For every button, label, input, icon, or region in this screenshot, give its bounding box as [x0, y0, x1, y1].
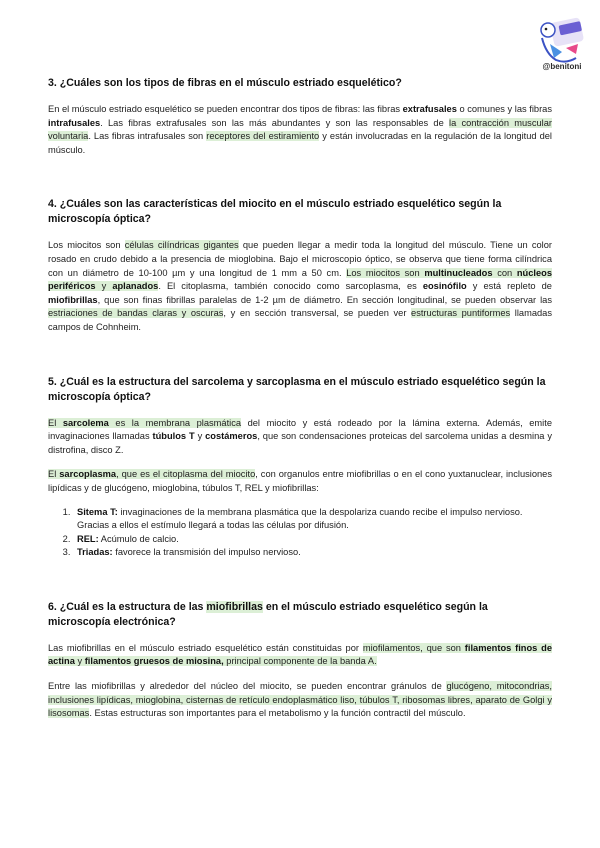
list-item-label: Triadas: [77, 547, 113, 558]
text: , que son condensaciones proteicas del sarcolema unidas a desmina y distrofina, disco Z. [48, 431, 552, 455]
list-item-text: favorece la transmisión del impulso nervioso. [112, 547, 301, 558]
section-5-paragraph-1 [48, 417, 552, 458]
text: Las miofibrillas en el músculo estriado esquelético están constituidas por [48, 642, 363, 653]
text: y están involucradas en la regulación de la longitud del músculo. [48, 131, 552, 155]
text: que pueden llegar a medir toda la longitud del músculo. Tiene un color rosado en crudo debido a la presencia de mioglobina. Bajo el microscopio óptico, se observa que tiene forma cilíndrica con un diámetro de 10-100 µm y una longitud de 1 mm a 50 cm. [48, 240, 552, 278]
text: en el músculo estriado esquelético según la microscopía electrónica? [48, 600, 488, 628]
section-6-paragraph-1 [48, 642, 552, 669]
bold-term: costámeros [205, 431, 258, 442]
text: , con organulos entre miofibrillas o en el cono yuxtanuclear, inclusiones lipídicas y de glucógeno, mioglobina, túbulos T, REL y miofibrillas: [48, 469, 552, 493]
bold-term: filamentos gruesos de miosina, [84, 656, 224, 667]
highlight: receptores del estiramiento [206, 131, 320, 142]
text: llamadas campos de Cohnheim. [48, 308, 552, 332]
highlight: la contracción muscular voluntaria [48, 117, 552, 142]
text: y [194, 431, 206, 442]
section-6-paragraph-2 [48, 680, 552, 721]
list-item-text: Acúmulo de calcio. [98, 533, 179, 544]
list-item [73, 506, 552, 533]
bold-term: túbulos T [152, 431, 195, 442]
text: , que es el citoplasma del miocito [116, 469, 256, 480]
bold-term: eosinófilo [422, 281, 467, 292]
bold-term: multinucleados [424, 267, 493, 278]
text: . Las fibras intrafusales son [88, 131, 207, 142]
text: , que son finas fibrillas paralelas de 1-2 µm de diámetro. En sección longitudinal, se pueden observar las [97, 294, 552, 305]
highlight: glucógeno, mitocondrias, inclusiones lipídicas, mioglobina, cisternas de retículo endoplasmático liso, túbulos T, ribosomas libres, aparato de Golgi y lisosomas [48, 681, 552, 719]
text: y está repleto de [466, 281, 552, 292]
text: . Estas estructuras son importantes para el metabolismo y la función contractil del músculo. [89, 708, 466, 719]
text: o comunes y las fibras [456, 104, 552, 114]
bold-term: núcleos periféricos [48, 267, 553, 292]
section-5-title: 5. ¿Cuál es la estructura del sarcolema y sarcoplasma en el músculo estriado esquelético según la microscopía óptica? [48, 375, 546, 403]
list-item-label: REL: [77, 533, 99, 544]
content [48, 76, 552, 721]
bold-term: filamentos finos de actina [48, 642, 553, 667]
list-item-label: Sitema T: [77, 506, 118, 517]
section-3-title: 3. ¿Cuáles son los tipos de fibras en el músculo estriado esquelético? [48, 77, 402, 89]
text: miofilamentos, que son [362, 642, 465, 653]
text: con [492, 267, 517, 278]
logo-text: @benitoni [542, 62, 582, 71]
text: es la membrana plasmática [108, 417, 242, 428]
text: 6. ¿Cuál es la estructura de las [48, 600, 207, 613]
section-5-paragraph-2 [48, 468, 552, 495]
bold-term: extrafusales [402, 104, 457, 114]
highlight: estriaciones de bandas claras y oscuras [48, 308, 224, 319]
bold-term: intrafusales [48, 117, 101, 128]
text: El [48, 417, 63, 428]
highlight [48, 469, 255, 479]
list-item [73, 546, 552, 560]
text: del miocito y está rodeado por la lámina externa. Además, emite invaginaciones llamadas [48, 417, 552, 442]
text: El [48, 469, 60, 480]
section-4-paragraph [48, 239, 552, 334]
text: , y en sección transversal, se pueden ver [223, 308, 412, 319]
text: Los miocitos son [48, 240, 125, 251]
text: Los miocitos son [346, 267, 425, 278]
text: En el músculo estriado esquelético se pueden encontrar dos tipos de fibras: las fibras [48, 104, 403, 114]
text: y [95, 281, 113, 292]
section-6-title [48, 600, 552, 630]
list-item [73, 533, 552, 547]
text: Entre las miofibrillas y alrededor del núcleo del miocito, se pueden encontrar gránulos de [48, 681, 447, 692]
section-4-title: 4. ¿Cuáles son las características del miocito en el músculo estriado esquelético según la microscopía óptica? [48, 198, 502, 226]
text: principal componente de la banda A. [223, 656, 377, 667]
text: y [74, 656, 85, 667]
highlight: células cilíndricas gigantes [124, 240, 239, 251]
section-5-list [48, 506, 552, 560]
text: . Las fibras extrafusales son las más abundantes y son las responsables de [100, 117, 449, 128]
bold-term: miofibrillas [48, 294, 98, 305]
bold-term: aplanados [112, 281, 159, 292]
highlight [48, 418, 241, 428]
list-item-text: invaginaciones de la membrana plasmática que la despolariza cuando recibe el impulso nervioso. Gracias a ellos el estímulo llegará a todas las células por difusión. [77, 506, 523, 531]
bold-term: sarcolema [62, 417, 109, 428]
bold-term: sarcoplasma [59, 469, 117, 480]
highlight: estructuras puntiformes [411, 308, 511, 319]
highlight: miofibrillas [206, 600, 263, 613]
text: . El citoplasma, también conocido como sarcoplasma, es [158, 281, 423, 292]
section-3-paragraph [48, 103, 552, 157]
